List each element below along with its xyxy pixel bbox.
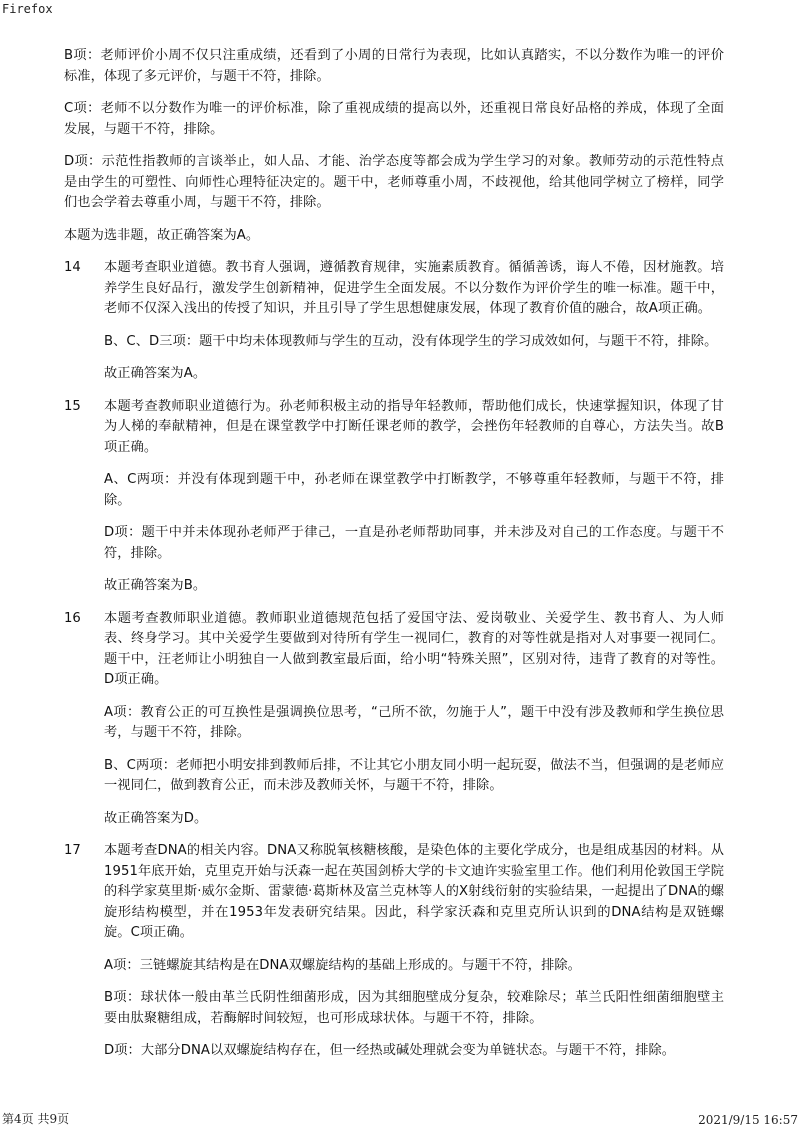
question-number: 17 <box>64 843 81 858</box>
option-c-explanation: C项：老师不以分数作为唯一的评价标准，除了重视成绩的提高以外，还重视日常良好品格的养成，体现了全面发展，与题干不符，排除。 <box>64 101 724 137</box>
question-16 <box>64 609 724 842</box>
answer-summary: 本题为选非题，故正确答案为A。 <box>64 227 260 243</box>
option-explanation: A项：三链螺旋其结构是在DNA双螺旋结构的基础上形成的。与题干不符，排除。 <box>104 957 581 973</box>
option-explanation: B项：球状体一般由革兰氏阴性细菌形成，因为其细胞壁成分复杂，较难除尽；革兰氏阳性细菌细胞壁主要由肽聚糖组成，若酶解时间较短，也可形成球状体。与题干不符，排除。 <box>104 990 724 1026</box>
option-explanation: A、C两项：并没有体现到题干中，孙老师在课堂教学中打断教学，不够尊重年轻教师，与题干不符，排除。 <box>104 472 724 508</box>
question-number: 16 <box>64 610 81 626</box>
question-14 <box>64 258 724 397</box>
print-timestamp: 2021/9/15 16:57 <box>698 1113 798 1127</box>
question-number: 15 <box>64 398 81 414</box>
option-explanation: D项：大部分DNA以双螺旋结构存在，但一经热或碱处理就会变为单链状态。与题干不符，排除。 <box>104 1043 676 1058</box>
question-analysis: 本题考查职业道德。教书育人强调，遵循教育规律，实施素质教育。循循善诱，诲人不倦，因材施教。培养学生良好品行，激发学生创新精神，促进学生全面发展。不以分数作为评价学生的唯一标准。题干中，老师不仅深入浅出的传授了知识，并且引导了学生思想健康发展，体现了教育价值的融合，故A项正确。 <box>104 260 724 316</box>
option-explanation: B、C、D三项：题干中均未体现教师与学生的互动，没有体现学生的学习成效如何，与题干不符，排除。 <box>104 333 718 349</box>
option-b-explanation: B项：老师评价小周不仅只注重成绩，还看到了小周的日常行为表现，比如认真踏实，不以分数作为唯一的评价标准，体现了多元评价，与题干不符，排除。 <box>64 48 724 84</box>
question-number: 14 <box>64 260 81 275</box>
document-page <box>64 46 724 1074</box>
question-analysis: 本题考查DNA的相关内容。DNA又称脱氧核糖核酸，是染色体的主要化学成分，也是组成基因的材料。从1951年底开始，克里克开始与沃森一起在英国剑桥大学的卡文迪许实验室里工作。他们利用伦敦国王学院的科学家莫里斯·威尔金斯、雷蒙德·葛斯林及富兰克林等人的X射线衍射的实验结果，一起提出了DNA的螺旋形结构模型，并在1953年发表研究结果。因此，科学家沃森和克里克所认识到的DNA结构是双链螺旋。C项正确。 <box>104 843 724 940</box>
correct-answer: 故正确答案为D。 <box>104 810 208 826</box>
question-analysis: 本题考查教师职业道德行为。孙老师积极主动的指导年轻教师，帮助他们成长，快速掌握知识，体现了甘为人梯的奉献精神，但是在课堂教学中打断任课老师的教学，会挫伤年轻教师的自尊心，方法失当。故B项正确。 <box>104 398 724 455</box>
browser-title: Firefox <box>2 2 53 16</box>
correct-answer: 故正确答案为A。 <box>104 366 207 381</box>
correct-answer: 故正确答案为B。 <box>104 578 207 593</box>
question-analysis: 本题考查教师职业道德。教师职业道德规范包括了爱国守法、爱岗敬业、关爱学生、教书育人、为人师表、终身学习。其中关爱学生要做到对待所有学生一视同仁，教育的对等性就是指对人对事要一视同仁。题干中，汪老师让小明独自一人做到教室最后面，给小明“特殊关照”，区别对待，违背了教育的对等性。D项正确。 <box>104 610 724 687</box>
question-17 <box>64 841 724 1074</box>
option-explanation: B、C两项：老师把小明安排到教师后排，不让其它小朋友同小明一起玩耍，做法不当，但强调的是老师应一视同仁，做到教育公正，而未涉及教师关怀，与题干不符，排除。 <box>104 757 724 793</box>
question-15 <box>64 397 724 609</box>
option-d-explanation: D项：示范性指教师的言谈举止，如人品、才能、治学态度等都会成为学生学习的对象。教师劳动的示范性特点是由学生的可塑性、向师性心理特征决定的。题干中，老师尊重小周，不歧视他，给其他同学树立了榜样，同学们也会学着去尊重小周，与题干不符，排除。 <box>64 154 724 210</box>
option-explanation: D项：题干中并未体现孙老师严于律己，一直是孙老师帮助同事，并未涉及对自己的工作态度。与题干不符，排除。 <box>104 525 724 561</box>
page-indicator: 第4页 共9页 <box>2 1112 70 1126</box>
option-explanation: A项：教育公正的可互换性是强调换位思考，“己所不欲，勿施于人”，题干中没有涉及教师和学生换位思考，与题干不符，排除。 <box>104 704 724 740</box>
